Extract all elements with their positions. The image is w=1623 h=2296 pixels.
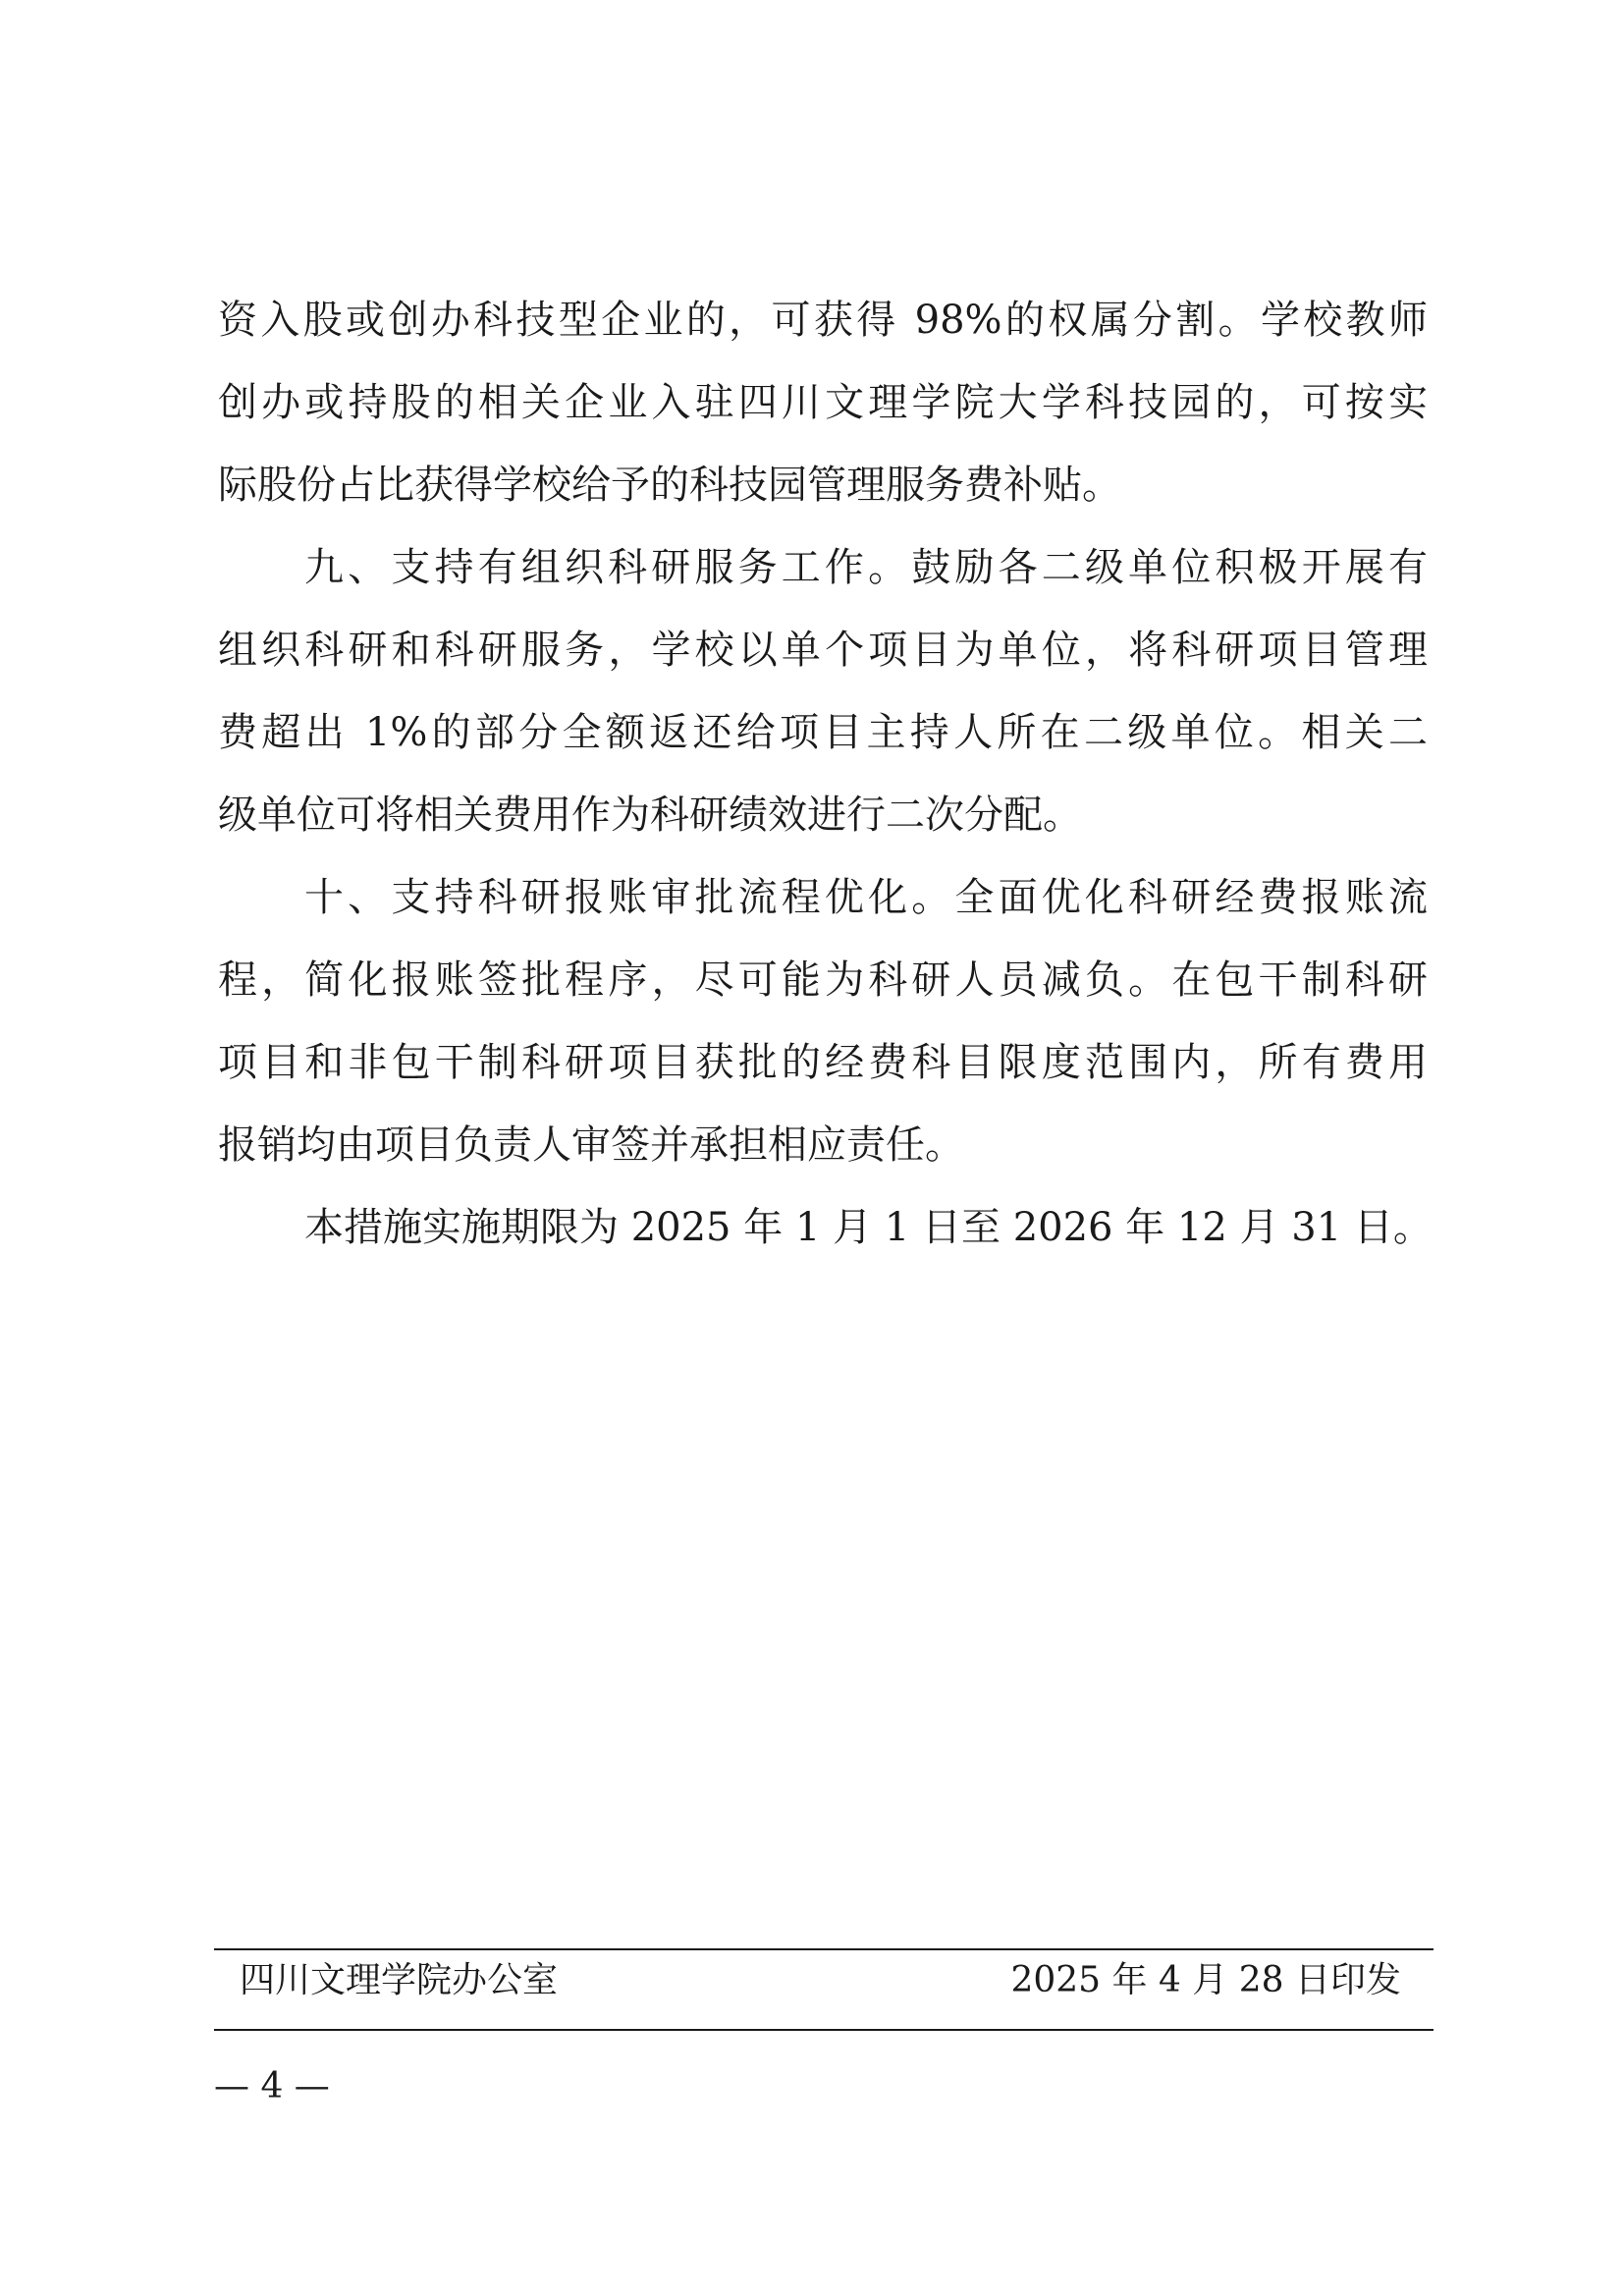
paragraph-text: 鼓励各二级单位积极开展有 xyxy=(911,545,1429,590)
paragraph-text: 全面优化科研经费报账流 xyxy=(954,875,1429,920)
section-heading-10: 十、支持科研报账审批流程优化。 xyxy=(304,875,955,920)
paragraph-line: 项目和非包干制科研项目获批的经费科目限度范围内，所有费用 xyxy=(218,1040,1428,1085)
paragraph-line: 际股份占比获得学校给予的科技园管理服务费补贴。 xyxy=(218,463,1121,508)
paragraph-line: 级单位可将相关费用作为科研绩效进行二次分配。 xyxy=(218,793,1082,838)
paragraph-first-line xyxy=(304,540,1428,595)
footer-bottom-rule xyxy=(214,2029,1434,2031)
footer-top-rule xyxy=(214,1948,1434,1950)
implementation-period: 本措施实施期限为 2025 年 1 月 1 日至 2026 年 12 月 31 日。 xyxy=(304,1205,1433,1250)
paragraph-first-line xyxy=(304,870,1428,925)
section-heading-9: 九、支持有组织科研服务工作。 xyxy=(304,545,912,590)
paragraph-line: 资入股或创办科技型企业的，可获得 98%的权属分割。学校教师 xyxy=(218,298,1428,343)
paragraph-line: 创办或持股的相关企业入驻四川文理学院大学科技园的，可按实 xyxy=(218,380,1428,425)
page-number: — 4 — xyxy=(214,2066,330,2106)
paragraph-line: 程，简化报账签批程序，尽可能为科研人员减负。在包干制科研 xyxy=(218,957,1428,1003)
paragraph-line: 报销均由项目负责人审签并承担相应责任。 xyxy=(218,1122,964,1168)
issuer-name: 四川文理学院办公室 xyxy=(240,1960,559,2000)
print-date: 2025 年 4 月 28 日印发 xyxy=(1010,1960,1401,2000)
paragraph-line: 组织科研和科研服务，学校以单个项目为单位，将科研项目管理 xyxy=(218,628,1428,673)
paragraph-line: 费超出 1%的部分全额返还给项目主持人所在二级单位。相关二 xyxy=(218,710,1428,755)
